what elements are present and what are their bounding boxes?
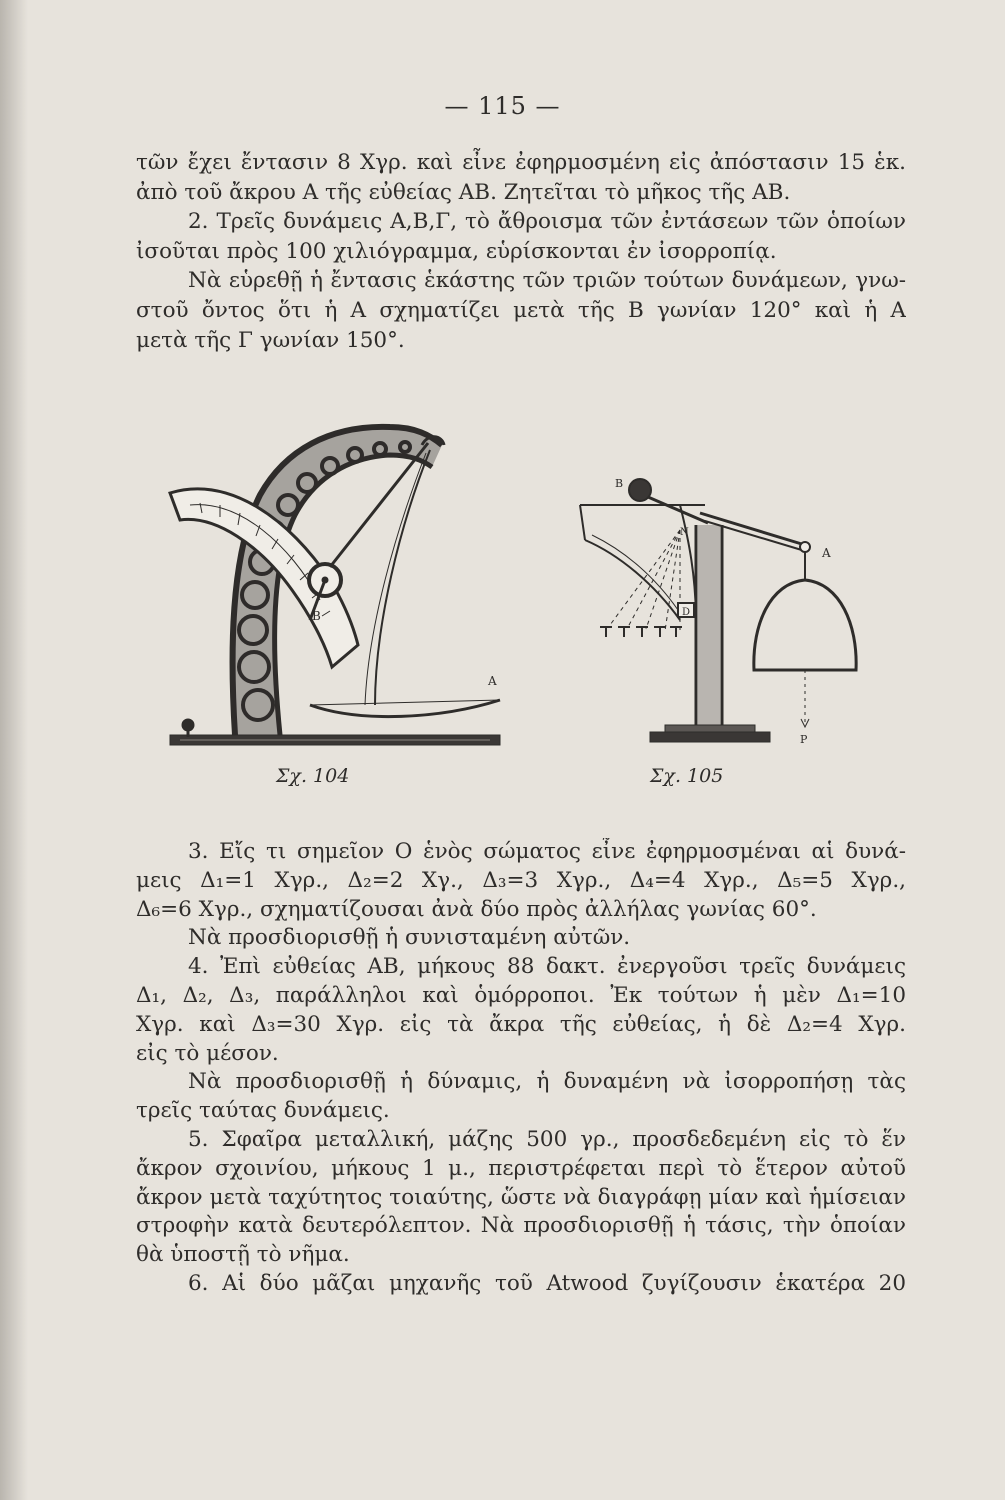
label-n: N (680, 527, 689, 538)
page-number: — 115 — (444, 92, 561, 120)
top-text-block (136, 148, 906, 355)
text-line: Νὰ εὑρεθῇ ἡ ἔντασις ἑκάστης τῶν τριῶν τούτων δυνάμεων, γνω- (188, 268, 906, 294)
label-p: P (800, 733, 808, 746)
text-line: Δ₁, Δ₂, Δ₃, παράλληλοι καὶ ὁμόρροποι. Ἐκ τούτων ἡ μὲν Δ₁=10 (136, 982, 906, 1008)
text-line: μετὰ τῆς Γ γωνίαν 150°. (136, 327, 405, 353)
small-weights (600, 627, 682, 637)
text-line: Χγρ. καὶ Δ₃=30 Χγρ. εἰς τὰ ἄκρα τῆς εὐθείας, ἡ δὲ Δ₂=4 Χγρ. (136, 1011, 906, 1037)
text-line: στοῦ ὄντος ὅτι ἡ Α σχηματίζει μετὰ τῆς Β γωνίαν 120° καὶ ἡ Α (136, 297, 906, 323)
text-line: ἀπὸ τοῦ ἄκρου Α τῆς εὐθείας ΑΒ. Ζητεῖται τὸ μῆκος τῆς ΑΒ. (136, 179, 791, 205)
text-line: ἄκρον σχοινίου, μήκους 1 μ., περιστρέφεται περὶ τὸ ἕτερον αὐτοῦ (136, 1155, 906, 1181)
binding-shadow (0, 0, 28, 1500)
text-line: τῶν ἔχει ἔντασιν 8 Χγρ. καὶ εἶνε ἐφηρμοσμένη εἰς ἀπόστασιν 15 ἑκ. (136, 150, 906, 175)
text-line: ἄκρον μετὰ ταχύτητος τοιαύτης, ὥστε νὰ διαγράφῃ μίαν καὶ ἡμίσειαν (136, 1184, 906, 1210)
figures-illustration (160, 405, 900, 765)
letter-scale-figure (170, 427, 500, 745)
problem-2-line: 2. Τρεῖς δυνάμεις Α,Β,Γ, τὸ ἄθροισμα τῶν ἐντάσεων τῶν ὁποίων (188, 209, 906, 235)
text-line: ἰσοῦται πρὸς 100 χιλιόγραμμα, εὑρίσκονται ἐν ἰσορροπίᾳ. (136, 238, 777, 264)
problem-4-line: 4. Ἐπὶ εὐθείας ΑΒ, μήκους 88 δακτ. ἐνεργοῦσι τρεῖς δυνάμεις (188, 954, 906, 980)
text-line: τρεῖς ταύτας δυνάμεις. (136, 1098, 390, 1124)
problem-6-line: 6. Αἱ δύο μᾶζαι μηχανῆς τοῦ Atwood ζυγίζουσιν ἑκατέρα 20 (188, 1270, 906, 1296)
text-line: μεις Δ₁=1 Χγρ., Δ₂=2 Χγ., Δ₃=3 Χγρ., Δ₄=4 Χγρ., Δ₅=5 Χγρ., (136, 867, 906, 893)
problem-3-line: 3. Εἴς τι σημεῖον Ο ἑνὸς σώματος εἶνε ἐφηρμοσμέναι αἱ δυνά- (188, 839, 906, 864)
problem-5-line: 5. Σφαῖρα μεταλλική, μάζης 500 γρ., προσδεδεμένη εἰς τὸ ἕν (188, 1126, 906, 1152)
text-line: θὰ ὑποστῇ τὸ νῆμα. (136, 1242, 350, 1268)
label-a: A (488, 674, 497, 688)
text-line: εἰς τὸ μέσον. (136, 1040, 279, 1066)
bottom-text-block (136, 838, 906, 1299)
pendulum-balance-figure (580, 479, 856, 742)
label-a-right: A (822, 546, 831, 560)
label-b: B (312, 609, 321, 623)
text-line: Νὰ προσδιορισθῇ ἡ συνισταμένη αὐτῶν. (188, 925, 631, 951)
label-d: D (682, 607, 691, 618)
text-line: στροφὴν κατὰ δευτερόλεπτον. Νὰ προσδιορισθῇ ἡ τάσις, τὴν ὁποίαν (136, 1213, 906, 1239)
text-line: Δ₆=6 Χγρ., σχηματίζουσαι ἀνὰ δύο πρὸς ἀλλήλας γωνίας 60°. (136, 896, 817, 922)
figure-105-caption: Σχ. 105 (650, 765, 724, 787)
text-line: Νὰ προσδιορισθῇ ἡ δύναμις, ἡ δυναμένη νὰ ἰσορροπήσῃ τὰς (188, 1069, 906, 1095)
figure-104-caption: Σχ. 104 (276, 765, 350, 787)
label-b-right: B (615, 477, 624, 490)
